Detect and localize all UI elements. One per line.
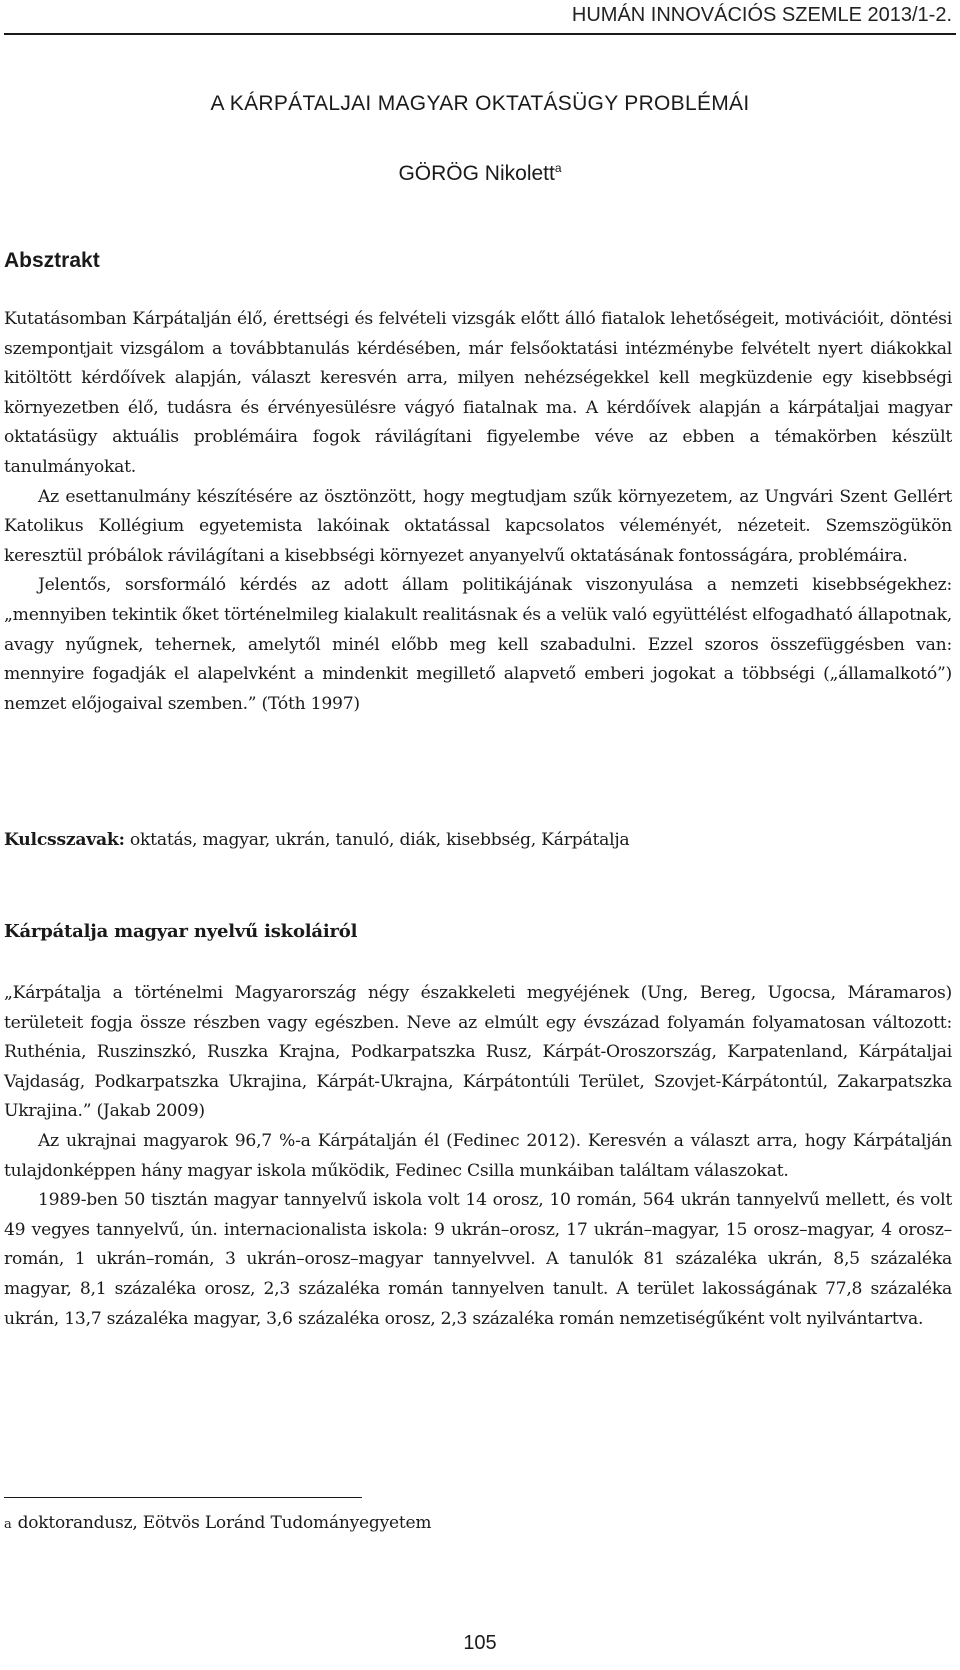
abstract-paragraph: Az esettanulmány készítésére az ösztönzött, hogy megtudjam szűk környezetem, az Ungvári Szent Gellért Katolikus Kollégium egyetemista lakóinak oktatással kapcsolatos véleményét, nézeteit. Szemszögükön keresztül próbálok rávilágítani a kisebbségi környezet anyanyelvű oktatásának fontosságára, problémáira. [4, 486, 952, 566]
footnote-mark: a [4, 1517, 12, 1532]
abstract-paragraph: Jelentős, sorsformáló kérdés az adott állam politikájának viszonyulása a nemzeti kisebbségekhez: „mennyiben tekintik őket történelmileg kialakult realitásnak és a velük való együttélést elfogadható állapotnak, avagy nyűgnek, tehernek, amelytől minél előbb meg kell szabadulni. Ezzel szoros összefüggésben van: mennyire fogadják el alapelvként a mindenkit megillető alapvető emberi jogokat a többségi („államalkotó”) nemzet előjogaival szemben.” (Tóth 1997) [4, 575, 952, 714]
footnote-rule [4, 1497, 362, 1498]
running-header: HUMÁN INNOVÁCIÓS SZEMLE 2013/1-2. [571, 4, 952, 26]
article-author [0, 162, 960, 186]
header-rule [4, 33, 956, 35]
abstract-body [4, 305, 952, 719]
section-paragraph: 1989-ben 50 tisztán magyar tannyelvű iskola volt 14 orosz, 10 román, 564 ukrán tannyelvű mellett, és volt 49 vegyes tannyelvű, ún. internacionalista iskola: 9 ukrán–orosz, 17 ukrán–magyar, 15 orosz–magyar, 4 orosz–román, 1 ukrán–román, 3 ukrán–orosz–magyar tannyelvvel. A tanulók 81 százaléka ukrán, 8,5 százaléka magyar, 8,1 százaléka orosz, 2,3 százaléka román tannyelven tanult. A terület lakosságának 77,8 százaléka ukrán, 13,7 százaléka magyar, 3,6 százaléka orosz, 2,3 százaléka román nemzetiségűként volt nyilvántartva. [4, 1190, 952, 1329]
footnote-text: doktorandusz, Eötvös Loránd Tudományegyetem [17, 1513, 432, 1533]
keywords-text: oktatás, magyar, ukrán, tanuló, diák, kisebbség, Kárpátalja [124, 830, 630, 850]
article-title: A KÁRPÁTALJAI MAGYAR OKTATÁSÜGY PROBLÉMÁI [210, 92, 750, 115]
section-heading: Kárpátalja magyar nyelvű iskoláiról [4, 921, 358, 942]
footnote [4, 1513, 431, 1533]
keywords-label: Kulcsszavak: [4, 830, 125, 850]
section-paragraph: Az ukrajnai magyarok 96,7 %-a Kárpátalján él (Fedinec 2012). Keresvén a választ arra, hogy Kárpátalján tulajdonképpen hány magyar iskola működik, Fedinec Csilla munkáiban találtam válaszokat. [4, 1130, 952, 1181]
keywords-line [4, 830, 952, 850]
page-number: 105 [463, 1632, 497, 1654]
abstract-paragraph: Kutatásomban Kárpátalján élő, érettségi és felvételi vizsgák előtt álló fiatalok lehetőségeit, motivációit, döntési szempontjait vizsgálom a továbbtanulás kérdésében, már felsőoktatási intézménybe felvételt nyert diákokkal kitöltött kérdőívek alapján, választ keresvén arra, milyen nehézségekkel kell megküzdenie egy kisebbségi környezetben élő, tudásra és érvényesülésre vágyó fiatalnak ma. A kérdőívek alapján a kárpátaljai magyar oktatásügy aktuális problémáira fogok rávilágítani figyelembe véve az ebben a témakörben készült tanulmányokat. [4, 309, 952, 477]
abstract-heading: Absztrakt [4, 249, 100, 272]
author-footnote-mark: a [554, 161, 562, 175]
section-paragraph: „Kárpátalja a történelmi Magyarország négy északkeleti megyéjének (Ung, Bereg, Ugocsa, Máramaros) területeit fogja össze részben vagy egészben. Neve az elmúlt egy évszázad folyamán folyamatosan változott: Ruthénia, Ruszinszkó, Ruszka Krajna, Podkarpatszka Rusz, Kárpát-Oroszország, Karpatenland, Kárpátaljai Vajdaság, Podkarpatszka Ukrajina, Kárpát-Ukrajna, Kárpátontúli Terület, Szovjet-Kárpátontúl, Zakarpatszka Ukrajina.” (Jakab 2009) [4, 983, 952, 1122]
author-name: GÖRÖG Nikolett [398, 162, 555, 185]
section-body [4, 979, 952, 1334]
